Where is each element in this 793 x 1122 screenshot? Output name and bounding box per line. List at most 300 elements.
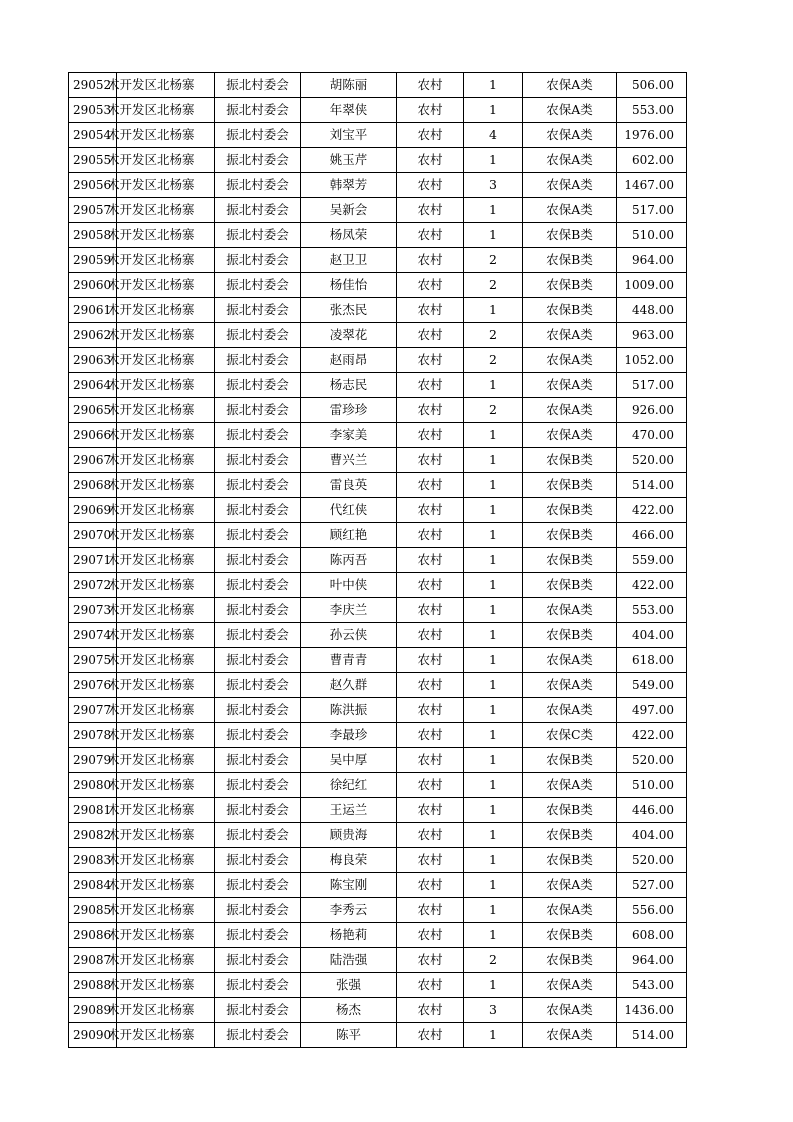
person-name-cell: 杨佳怡 <box>301 273 397 298</box>
person-name-cell: 李家美 <box>301 423 397 448</box>
committee-cell: 振北村委会 <box>215 623 301 648</box>
table-row <box>69 973 687 998</box>
committee-cell: 振北村委会 <box>215 598 301 623</box>
member-count-cell: 1 <box>464 848 523 873</box>
region-text: 术开发区北杨寨 <box>107 652 195 667</box>
table-row <box>69 948 687 973</box>
category-cell: 农保A类 <box>523 398 617 423</box>
household-type-cell: 农村 <box>397 1023 464 1048</box>
member-count-cell: 1 <box>464 923 523 948</box>
committee-cell: 振北村委会 <box>215 948 301 973</box>
region-text: 术开发区北杨寨 <box>107 727 195 742</box>
household-type-cell: 农村 <box>397 673 464 698</box>
record-id-cell: 29057 <box>69 198 117 223</box>
amount-cell: 517.00 <box>617 198 687 223</box>
person-name-cell: 韩翠芳 <box>301 173 397 198</box>
table-row <box>69 798 687 823</box>
record-id-cell: 29052 <box>69 73 117 98</box>
amount-cell: 448.00 <box>617 298 687 323</box>
person-name-cell: 吴中厚 <box>301 748 397 773</box>
record-id-cell: 29081 <box>69 798 117 823</box>
region-cell <box>107 473 215 498</box>
committee-cell: 振北村委会 <box>215 798 301 823</box>
amount-cell: 497.00 <box>617 698 687 723</box>
region-cell <box>107 273 215 298</box>
member-count-cell: 1 <box>464 1023 523 1048</box>
category-cell: 农保B类 <box>523 748 617 773</box>
person-name-cell: 孙云侠 <box>301 623 397 648</box>
member-count-cell: 2 <box>464 948 523 973</box>
table-row <box>69 148 687 173</box>
region-cell <box>107 323 215 348</box>
record-id-cell: 29064 <box>69 373 117 398</box>
amount-cell: 527.00 <box>617 873 687 898</box>
region-cell <box>107 573 215 598</box>
committee-cell: 振北村委会 <box>215 298 301 323</box>
committee-cell: 振北村委会 <box>215 523 301 548</box>
record-id-cell: 29085 <box>69 898 117 923</box>
record-id-cell: 29076 <box>69 673 117 698</box>
member-count-cell: 1 <box>464 98 523 123</box>
region-cell <box>107 498 215 523</box>
record-id-cell: 29080 <box>69 773 117 798</box>
region-text: 术开发区北杨寨 <box>107 627 195 642</box>
table-row <box>69 873 687 898</box>
record-id-cell: 29078 <box>69 723 117 748</box>
household-type-cell: 农村 <box>397 273 464 298</box>
committee-cell: 振北村委会 <box>215 173 301 198</box>
person-name-cell: 顾红艳 <box>301 523 397 548</box>
person-name-cell: 姚玉芹 <box>301 148 397 173</box>
amount-cell: 553.00 <box>617 598 687 623</box>
household-type-cell: 农村 <box>397 423 464 448</box>
member-count-cell: 1 <box>464 498 523 523</box>
committee-cell: 振北村委会 <box>215 223 301 248</box>
category-cell: 农保B类 <box>523 948 617 973</box>
committee-cell: 振北村委会 <box>215 648 301 673</box>
member-count-cell: 1 <box>464 448 523 473</box>
record-id-cell: 29090 <box>69 1023 117 1048</box>
amount-cell: 549.00 <box>617 673 687 698</box>
region-cell <box>107 973 215 998</box>
person-name-cell: 叶中侠 <box>301 573 397 598</box>
person-name-cell: 王运兰 <box>301 798 397 823</box>
household-type-cell: 农村 <box>397 498 464 523</box>
household-type-cell: 农村 <box>397 723 464 748</box>
household-type-cell: 农村 <box>397 573 464 598</box>
region-text: 术开发区北杨寨 <box>107 102 195 117</box>
committee-cell: 振北村委会 <box>215 398 301 423</box>
amount-cell: 964.00 <box>617 948 687 973</box>
table-row <box>69 423 687 448</box>
record-id-cell: 29059 <box>69 248 117 273</box>
category-cell: 农保A类 <box>523 423 617 448</box>
member-count-cell: 1 <box>464 298 523 323</box>
household-type-cell: 农村 <box>397 323 464 348</box>
table-row <box>69 373 687 398</box>
region-text: 术开发区北杨寨 <box>107 527 195 542</box>
table-row <box>69 498 687 523</box>
amount-cell: 926.00 <box>617 398 687 423</box>
member-count-cell: 3 <box>464 998 523 1023</box>
region-text: 术开发区北杨寨 <box>107 877 195 892</box>
record-id-cell: 29074 <box>69 623 117 648</box>
household-type-cell: 农村 <box>397 223 464 248</box>
table-row <box>69 623 687 648</box>
region-cell <box>107 673 215 698</box>
record-id-cell: 29069 <box>69 498 117 523</box>
region-cell <box>107 898 215 923</box>
table-row <box>69 848 687 873</box>
member-count-cell: 1 <box>464 973 523 998</box>
region-cell <box>107 298 215 323</box>
committee-cell: 振北村委会 <box>215 898 301 923</box>
person-name-cell: 赵卫卫 <box>301 248 397 273</box>
amount-cell: 1052.00 <box>617 348 687 373</box>
region-text: 术开发区北杨寨 <box>107 1027 195 1042</box>
region-cell <box>107 398 215 423</box>
household-type-cell: 农村 <box>397 473 464 498</box>
household-type-cell: 农村 <box>397 923 464 948</box>
region-text: 术开发区北杨寨 <box>107 752 195 767</box>
region-cell <box>107 748 215 773</box>
table-row <box>69 773 687 798</box>
household-type-cell: 农村 <box>397 148 464 173</box>
amount-cell: 510.00 <box>617 223 687 248</box>
category-cell: 农保A类 <box>523 123 617 148</box>
category-cell: 农保A类 <box>523 98 617 123</box>
table-row <box>69 223 687 248</box>
member-count-cell: 3 <box>464 173 523 198</box>
category-cell: 农保B类 <box>523 248 617 273</box>
category-cell: 农保B类 <box>523 298 617 323</box>
amount-cell: 404.00 <box>617 623 687 648</box>
table-row <box>69 348 687 373</box>
category-cell: 农保B类 <box>523 273 617 298</box>
category-cell: 农保B类 <box>523 923 617 948</box>
region-cell <box>107 348 215 373</box>
record-id-cell: 29063 <box>69 348 117 373</box>
member-count-cell: 1 <box>464 373 523 398</box>
category-cell: 农保A类 <box>523 873 617 898</box>
region-text: 术开发区北杨寨 <box>107 302 195 317</box>
person-name-cell: 杨志民 <box>301 373 397 398</box>
member-count-cell: 2 <box>464 323 523 348</box>
committee-cell: 振北村委会 <box>215 448 301 473</box>
committee-cell: 振北村委会 <box>215 923 301 948</box>
person-name-cell: 胡陈丽 <box>301 73 397 98</box>
region-cell <box>107 648 215 673</box>
category-cell: 农保B类 <box>523 848 617 873</box>
person-name-cell: 雷珍珍 <box>301 398 397 423</box>
table-row <box>69 748 687 773</box>
member-count-cell: 1 <box>464 898 523 923</box>
household-type-cell: 农村 <box>397 598 464 623</box>
amount-cell: 422.00 <box>617 498 687 523</box>
person-name-cell: 赵久群 <box>301 673 397 698</box>
record-id-cell: 29058 <box>69 223 117 248</box>
region-cell <box>107 373 215 398</box>
region-cell <box>107 73 215 98</box>
data-table <box>68 72 687 1048</box>
person-name-cell: 杨杰 <box>301 998 397 1023</box>
amount-cell: 404.00 <box>617 823 687 848</box>
record-id-cell: 29055 <box>69 148 117 173</box>
category-cell: 农保B类 <box>523 498 617 523</box>
committee-cell: 振北村委会 <box>215 273 301 298</box>
category-cell: 农保B类 <box>523 223 617 248</box>
region-text: 术开发区北杨寨 <box>107 452 195 467</box>
committee-cell: 振北村委会 <box>215 323 301 348</box>
member-count-cell: 2 <box>464 248 523 273</box>
category-cell: 农保B类 <box>523 798 617 823</box>
member-count-cell: 1 <box>464 748 523 773</box>
member-count-cell: 1 <box>464 723 523 748</box>
region-cell <box>107 523 215 548</box>
household-type-cell: 农村 <box>397 648 464 673</box>
region-cell <box>107 623 215 648</box>
amount-cell: 602.00 <box>617 148 687 173</box>
committee-cell: 振北村委会 <box>215 473 301 498</box>
region-text: 术开发区北杨寨 <box>107 352 195 367</box>
region-text: 术开发区北杨寨 <box>107 252 195 267</box>
region-text: 术开发区北杨寨 <box>107 427 195 442</box>
table-row <box>69 548 687 573</box>
record-id-cell: 29056 <box>69 173 117 198</box>
category-cell: 农保A类 <box>523 173 617 198</box>
region-text: 术开发区北杨寨 <box>107 327 195 342</box>
record-id-cell: 29089 <box>69 998 117 1023</box>
person-name-cell: 曹兴兰 <box>301 448 397 473</box>
record-id-cell: 29061 <box>69 298 117 323</box>
committee-cell: 振北村委会 <box>215 973 301 998</box>
category-cell: 农保B类 <box>523 523 617 548</box>
table-row <box>69 448 687 473</box>
record-id-cell: 29072 <box>69 573 117 598</box>
person-name-cell: 李最珍 <box>301 723 397 748</box>
table-row <box>69 573 687 598</box>
member-count-cell: 1 <box>464 148 523 173</box>
committee-cell: 振北村委会 <box>215 848 301 873</box>
household-type-cell: 农村 <box>397 948 464 973</box>
person-name-cell: 李庆兰 <box>301 598 397 623</box>
category-cell: 农保A类 <box>523 198 617 223</box>
member-count-cell: 1 <box>464 673 523 698</box>
region-text: 术开发区北杨寨 <box>107 952 195 967</box>
household-type-cell: 农村 <box>397 548 464 573</box>
person-name-cell: 刘宝平 <box>301 123 397 148</box>
table-row <box>69 998 687 1023</box>
category-cell: 农保A类 <box>523 598 617 623</box>
committee-cell: 振北村委会 <box>215 573 301 598</box>
table-row <box>69 723 687 748</box>
region-text: 术开发区北杨寨 <box>107 602 195 617</box>
committee-cell: 振北村委会 <box>215 723 301 748</box>
amount-cell: 1009.00 <box>617 273 687 298</box>
amount-cell: 1436.00 <box>617 998 687 1023</box>
committee-cell: 振北村委会 <box>215 773 301 798</box>
category-cell: 农保A类 <box>523 648 617 673</box>
category-cell: 农保B类 <box>523 623 617 648</box>
table-row <box>69 73 687 98</box>
region-cell <box>107 698 215 723</box>
category-cell: 农保B类 <box>523 473 617 498</box>
record-id-cell: 29082 <box>69 823 117 848</box>
amount-cell: 556.00 <box>617 898 687 923</box>
amount-cell: 543.00 <box>617 973 687 998</box>
region-cell <box>107 1023 215 1048</box>
category-cell: 农保B类 <box>523 448 617 473</box>
region-text: 术开发区北杨寨 <box>107 477 195 492</box>
committee-cell: 振北村委会 <box>215 98 301 123</box>
record-id-cell: 29068 <box>69 473 117 498</box>
member-count-cell: 2 <box>464 273 523 298</box>
region-cell <box>107 198 215 223</box>
amount-cell: 422.00 <box>617 723 687 748</box>
committee-cell: 振北村委会 <box>215 698 301 723</box>
record-id-cell: 29060 <box>69 273 117 298</box>
region-cell <box>107 923 215 948</box>
amount-cell: 559.00 <box>617 548 687 573</box>
category-cell: 农保C类 <box>523 723 617 748</box>
record-id-cell: 29079 <box>69 748 117 773</box>
household-type-cell: 农村 <box>397 198 464 223</box>
household-type-cell: 农村 <box>397 698 464 723</box>
table-row <box>69 523 687 548</box>
record-id-cell: 29077 <box>69 698 117 723</box>
person-name-cell: 年翠侠 <box>301 98 397 123</box>
region-cell <box>107 548 215 573</box>
household-type-cell: 农村 <box>397 448 464 473</box>
household-type-cell: 农村 <box>397 873 464 898</box>
amount-cell: 520.00 <box>617 448 687 473</box>
region-cell <box>107 423 215 448</box>
region-text: 术开发区北杨寨 <box>107 377 195 392</box>
amount-cell: 466.00 <box>617 523 687 548</box>
member-count-cell: 1 <box>464 623 523 648</box>
region-cell <box>107 598 215 623</box>
region-text: 术开发区北杨寨 <box>107 927 195 942</box>
committee-cell: 振北村委会 <box>215 498 301 523</box>
household-type-cell: 农村 <box>397 773 464 798</box>
amount-cell: 510.00 <box>617 773 687 798</box>
region-text: 术开发区北杨寨 <box>107 577 195 592</box>
region-cell <box>107 448 215 473</box>
person-name-cell: 徐纪红 <box>301 773 397 798</box>
amount-cell: 517.00 <box>617 373 687 398</box>
record-id-cell: 29070 <box>69 523 117 548</box>
category-cell: 农保B类 <box>523 823 617 848</box>
household-type-cell: 农村 <box>397 823 464 848</box>
member-count-cell: 1 <box>464 523 523 548</box>
member-count-cell: 1 <box>464 698 523 723</box>
household-type-cell: 农村 <box>397 998 464 1023</box>
amount-cell: 514.00 <box>617 473 687 498</box>
person-name-cell: 陈平 <box>301 1023 397 1048</box>
amount-cell: 963.00 <box>617 323 687 348</box>
household-type-cell: 农村 <box>397 973 464 998</box>
category-cell: 农保A类 <box>523 148 617 173</box>
household-type-cell: 农村 <box>397 123 464 148</box>
category-cell: 农保A类 <box>523 898 617 923</box>
amount-cell: 422.00 <box>617 573 687 598</box>
table-row <box>69 98 687 123</box>
person-name-cell: 陈宝刚 <box>301 873 397 898</box>
table-row <box>69 898 687 923</box>
member-count-cell: 1 <box>464 198 523 223</box>
region-text: 术开发区北杨寨 <box>107 277 195 292</box>
region-text: 术开发区北杨寨 <box>107 677 195 692</box>
amount-cell: 608.00 <box>617 923 687 948</box>
committee-cell: 振北村委会 <box>215 998 301 1023</box>
committee-cell: 振北村委会 <box>215 1023 301 1048</box>
member-count-cell: 2 <box>464 398 523 423</box>
person-name-cell: 张强 <box>301 973 397 998</box>
region-cell <box>107 148 215 173</box>
household-type-cell: 农村 <box>397 898 464 923</box>
region-cell <box>107 873 215 898</box>
household-type-cell: 农村 <box>397 623 464 648</box>
household-type-cell: 农村 <box>397 348 464 373</box>
category-cell: 农保A类 <box>523 1023 617 1048</box>
region-text: 术开发区北杨寨 <box>107 827 195 842</box>
household-type-cell: 农村 <box>397 523 464 548</box>
table-row <box>69 598 687 623</box>
region-text: 术开发区北杨寨 <box>107 402 195 417</box>
record-id-cell: 29054 <box>69 123 117 148</box>
region-cell <box>107 248 215 273</box>
category-cell: 农保A类 <box>523 373 617 398</box>
region-cell <box>107 823 215 848</box>
household-type-cell: 农村 <box>397 748 464 773</box>
committee-cell: 振北村委会 <box>215 348 301 373</box>
region-text: 术开发区北杨寨 <box>107 152 195 167</box>
region-text: 术开发区北杨寨 <box>107 902 195 917</box>
record-id-cell: 29073 <box>69 598 117 623</box>
table-row <box>69 123 687 148</box>
committee-cell: 振北村委会 <box>215 373 301 398</box>
committee-cell: 振北村委会 <box>215 823 301 848</box>
region-text: 术开发区北杨寨 <box>107 77 195 92</box>
record-id-cell: 29053 <box>69 98 117 123</box>
table-row <box>69 323 687 348</box>
committee-cell: 振北村委会 <box>215 123 301 148</box>
table-row <box>69 248 687 273</box>
region-text: 术开发区北杨寨 <box>107 977 195 992</box>
committee-cell: 振北村委会 <box>215 423 301 448</box>
person-name-cell: 凌翠花 <box>301 323 397 348</box>
person-name-cell: 陈丙吾 <box>301 548 397 573</box>
committee-cell: 振北村委会 <box>215 748 301 773</box>
record-id-cell: 29065 <box>69 398 117 423</box>
amount-cell: 446.00 <box>617 798 687 823</box>
table-row <box>69 473 687 498</box>
record-id-cell: 29071 <box>69 548 117 573</box>
record-id-cell: 29075 <box>69 648 117 673</box>
region-cell <box>107 723 215 748</box>
person-name-cell: 杨凤荣 <box>301 223 397 248</box>
region-cell <box>107 123 215 148</box>
record-id-cell: 29088 <box>69 973 117 998</box>
household-type-cell: 农村 <box>397 248 464 273</box>
region-text: 术开发区北杨寨 <box>107 777 195 792</box>
person-name-cell: 杨艳莉 <box>301 923 397 948</box>
region-cell <box>107 223 215 248</box>
person-name-cell: 顾贵海 <box>301 823 397 848</box>
record-id-cell: 29066 <box>69 423 117 448</box>
household-type-cell: 农村 <box>397 848 464 873</box>
category-cell: 农保A类 <box>523 348 617 373</box>
